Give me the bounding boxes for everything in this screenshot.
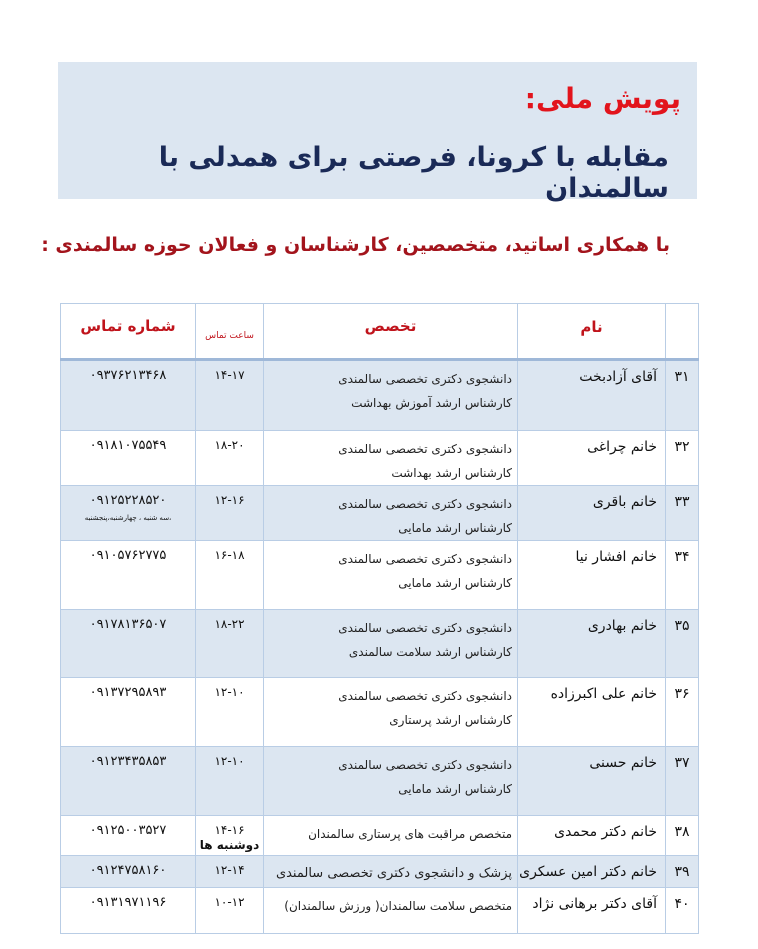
contact-hours: ۱۴-۱۶ xyxy=(214,823,245,837)
specialty-line: کارشناس ارشد سلامت سالمندی xyxy=(348,645,512,659)
table-row xyxy=(61,888,699,934)
row-number: ۳۱ xyxy=(666,360,699,431)
specialty-line: دانشجوی دکتری تخصصی سالمندی xyxy=(338,689,512,703)
specialty-line: کارشناس ارشد پرستاری xyxy=(389,713,512,727)
availability-days-note: ،سه شنبه ، چهارشنبه،پنجشنبه xyxy=(84,514,172,522)
col-header-specialty: تخصص xyxy=(264,304,518,360)
contact-hours: ۱۲-۱۴ xyxy=(196,856,264,888)
row-number: ۳۴ xyxy=(666,541,699,610)
contact-name: خانم علی اکبرزاده xyxy=(518,678,666,747)
specialty-cell xyxy=(264,431,518,486)
contact-name: خانم باقری xyxy=(518,486,666,541)
row-number: ۳۳ xyxy=(666,486,699,541)
contact-hours: ۱۶-۱۸ xyxy=(196,541,264,610)
table-row xyxy=(61,486,699,541)
row-number: ۳۵ xyxy=(666,610,699,678)
specialty-cell xyxy=(264,610,518,678)
table-row xyxy=(61,360,699,431)
contact-hours: ۱۲-۱۰ xyxy=(196,678,264,747)
row-number: ۳۶ xyxy=(666,678,699,747)
specialty-cell xyxy=(264,678,518,747)
contact-name: خانم دکتر امین عسکری xyxy=(518,856,666,888)
specialty-line: کارشناس ارشد مامایی xyxy=(398,576,512,590)
campaign-subtitle: مقابله با کرونا، فرصتی برای همدلی با سالمندان xyxy=(158,142,669,204)
specialty-cell xyxy=(264,360,518,431)
col-header-name: نام xyxy=(518,304,666,360)
specialty-line: متخصص سلامت سالمندان( ورزش سالمندان) xyxy=(284,899,512,913)
table-row xyxy=(61,431,699,486)
specialty-cell xyxy=(264,856,518,888)
contact-hours: ۱۲-۱۰ xyxy=(196,747,264,816)
specialty-cell xyxy=(264,541,518,610)
phone-number[interactable]: ۰۹۱۲۵۲۲۸۵۲۰ xyxy=(89,493,167,508)
row-number: ۳۸ xyxy=(666,816,699,856)
specialty-line: کارشناس ارشد مامایی xyxy=(398,521,512,535)
phone-number[interactable]: ۰۹۱۳۷۲۹۵۸۹۳ xyxy=(61,678,196,747)
row-number: ۳۷ xyxy=(666,747,699,816)
title-banner xyxy=(58,62,697,204)
specialty-cell xyxy=(264,816,518,856)
table-row xyxy=(61,541,699,610)
col-header-phone: شماره تماس xyxy=(61,304,196,360)
contact-hours: ۱۸-۲۲ xyxy=(196,610,264,678)
specialty-line: دانشجوی دکتری تخصصی سالمندی xyxy=(338,758,512,772)
contact-name: خانم دکتر محمدی xyxy=(518,816,666,856)
contact-name: خانم بهادری xyxy=(518,610,666,678)
phone-number[interactable]: ۰۹۱۷۸۱۳۶۵۰۷ xyxy=(61,610,196,678)
specialty-line: دانشجوی دکتری تخصصی سالمندی xyxy=(338,621,512,635)
specialty-line: دانشجوی دکتری تخصصی سالمندی xyxy=(338,552,512,566)
contacts-table xyxy=(60,303,699,934)
col-header-hours: ساعت تماس xyxy=(196,304,264,360)
contact-name: آقای آزادبخت xyxy=(518,360,666,431)
specialty-line: دانشجوی دکتری تخصصی سالمندی xyxy=(338,497,512,511)
col-header-number xyxy=(666,304,699,360)
contact-name: خانم چراغی xyxy=(518,431,666,486)
phone-number[interactable]: ۰۹۳۷۶۲۱۳۴۶۸ xyxy=(61,360,196,431)
phone-number[interactable]: ۰۹۱۸۱۰۷۵۵۴۹ xyxy=(61,431,196,486)
phone-number[interactable]: ۰۹۱۳۱۹۷۱۱۹۶ xyxy=(61,888,196,934)
table-row xyxy=(61,610,699,678)
phone-number[interactable]: ۰۹۱۲۵۰۰۳۵۲۷ xyxy=(61,816,196,856)
specialty-line: کارشناس ارشد آموزش بهداشت xyxy=(351,396,512,410)
table-row xyxy=(61,816,699,856)
table-row xyxy=(61,747,699,816)
specialty-line: کارشناس ارشد بهداشت xyxy=(391,466,512,480)
contact-name: خانم افشار نیا xyxy=(518,541,666,610)
contact-name: آقای دکتر برهانی نژاد xyxy=(518,888,666,934)
contact-hours: ۱۴-۱۷ xyxy=(196,360,264,431)
contact-hours: ۱۸-۲۰ xyxy=(196,431,264,486)
collaboration-intro: با همکاری اساتید، متخصصین، کارشناسان و فعالان حوزه سالمندی : xyxy=(41,234,670,256)
hours-day-note: دوشنبه ها xyxy=(199,838,260,852)
specialty-line: پزشک و دانشجوی دکتری تخصصی سالمندی xyxy=(275,866,512,881)
row-number: ۳۹ xyxy=(666,856,699,888)
hours-cell xyxy=(196,816,264,856)
contact-hours: ۱۲-۱۶ xyxy=(196,486,264,541)
specialty-line: کارشناس ارشد مامایی xyxy=(398,782,512,796)
row-number: ۴۰ xyxy=(666,888,699,934)
table-row xyxy=(61,856,699,888)
specialty-cell xyxy=(264,747,518,816)
contact-hours: ۱۰-۱۲ xyxy=(196,888,264,934)
specialty-cell xyxy=(264,486,518,541)
specialty-line: متخصص مراقبت های پرستاری سالمندان xyxy=(308,827,512,841)
phone-number[interactable]: ۰۹۱۰۵۷۶۲۷۷۵ xyxy=(61,541,196,610)
phone-number[interactable]: ۰۹۱۲۴۷۵۸۱۶۰ xyxy=(61,856,196,888)
contact-name: خانم حسنی xyxy=(518,747,666,816)
phone-cell xyxy=(61,486,196,541)
specialty-cell xyxy=(264,888,518,934)
specialty-line: دانشجوی دکتری تخصصی سالمندی xyxy=(338,442,512,456)
row-number: ۳۲ xyxy=(666,431,699,486)
table-row xyxy=(61,678,699,747)
table-header-row xyxy=(61,304,699,360)
campaign-title: پویش ملی: xyxy=(524,82,681,115)
specialty-line: دانشجوی دکتری تخصصی سالمندی xyxy=(338,372,512,386)
phone-number[interactable]: ۰۹۱۲۳۴۳۵۸۵۳ xyxy=(61,747,196,816)
